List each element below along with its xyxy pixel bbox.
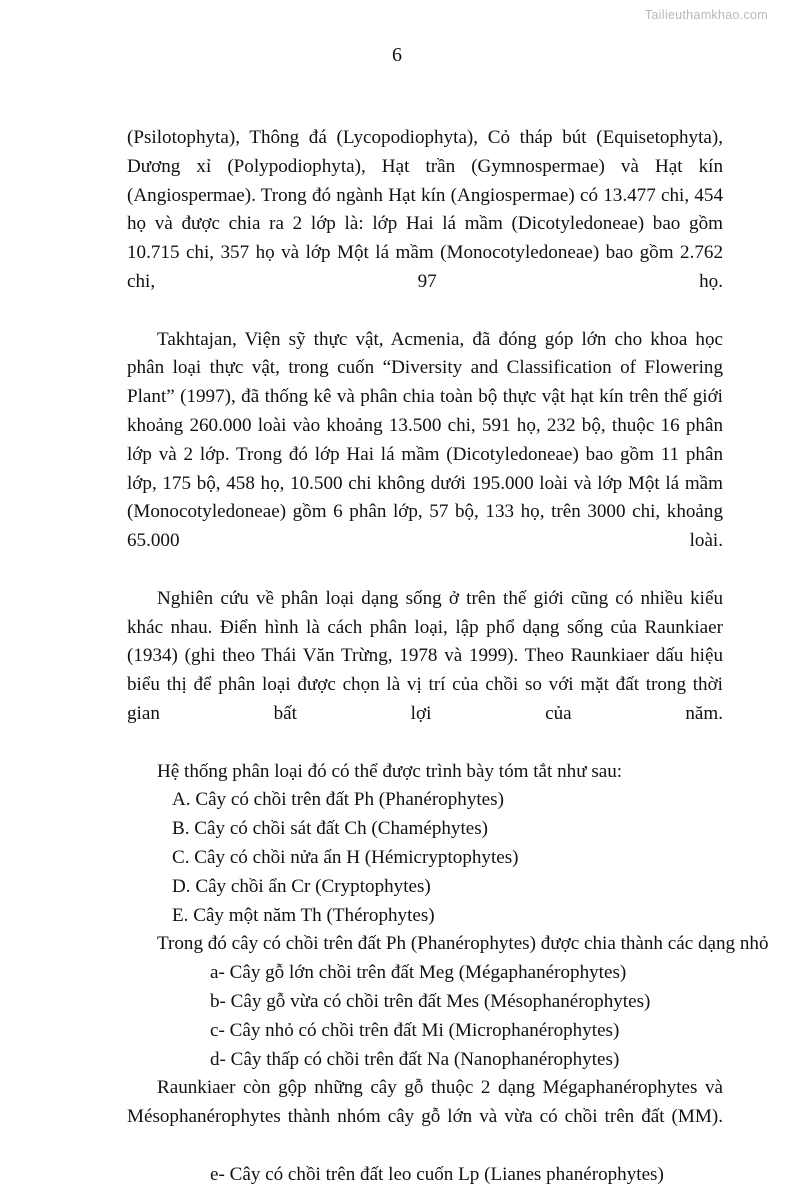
list-item-d: D. Cây chồi ẩn Cr (Cryptophytes) xyxy=(172,875,431,897)
list-item-b: B. Cây có chồi sát đất Ch (Chaméphytes) xyxy=(172,818,489,840)
list-item-c: C. Cây có chồi nửa ẩn H (Hémicryptophytes) xyxy=(172,846,519,868)
page-number: 6 xyxy=(392,44,402,66)
classification-intro-line: Hệ thống phân loại đó có thể được trình bày tóm tắt như sau: xyxy=(157,760,623,782)
sublist-item-a: a- Cây gỗ lớn chồi trên đất Meg (Mégaphanérophytes) xyxy=(210,962,627,984)
sublist-item-b: b- Cây gỗ vừa có chồi trên đất Mes (Mésophanérophytes) xyxy=(210,990,651,1012)
paragraph-2: Takhtajan, Viện sỹ thực vật, Acmenia, đã đóng góp lớn cho khoa học phân loại thực vật, trong cuốn “Diversity and Classification of Flowering Plant” (1997), đã thống kê và phân chia toàn bộ thực vật hạt kín trên thế giới khoảng 260.000 loài vào khoảng 13.500 chi, 591 họ, 232 bộ, thuộc 16 phân lớp và 2 lớp. Trong đó lớp Hai lá mầm (Dicotyledoneae) bao gồm 11 phân lớp, 175 bộ, 458 họ, 10.500 chi không dưới 195.000 loài và lớp Một lá mầm (Monocotyledoneae) gồm 6 phân lớp, 57 bộ, 133 họ, trên 3000 chi, khoảng 65.000 loài. xyxy=(127,328,723,552)
site-watermark: Tailieuthamkhao.com xyxy=(644,8,768,22)
sublist-intro-line: Trong đó cây có chồi trên đất Ph (Phanérophytes) được chia thành các dạng nhỏ xyxy=(157,933,769,955)
document-body xyxy=(127,124,769,1189)
sublist-item-c: c- Cây nhỏ có chồi trên đất Mi (Microphanérophytes) xyxy=(210,1019,620,1041)
sublist-item-e: e- Cây có chồi trên đất leo cuốn Lp (Lianes phanérophytes) xyxy=(210,1163,664,1185)
sublist-item-d: d- Cây thấp có chồi trên đất Na (Nanophanérophytes) xyxy=(210,1048,620,1070)
paragraph-1: (Psilotophyta), Thông đá (Lycopodiophyta), Cỏ tháp bút (Equisetophyta), Dương xỉ (Polypodiophyta), Hạt trần (Gymnospermae) và Hạt kín (Angiospermae). Trong đó ngành Hạt kín (Angiospermae) có 13.477 chi, 454 họ và được chia ra 2 lớp là: lớp Hai lá mầm (Dicotyledoneae) bao gồm 10.715 chi, 357 họ và lớp Một lá mầm (Monocotyledoneae) bao gồm 2.762 chi, 97 họ. xyxy=(127,127,723,292)
paragraph-3: Nghiên cứu về phân loại dạng sống ở trên thế giới cũng có nhiều kiểu khác nhau. Điển hình là cách phân loại, lập phổ dạng sống của Raunkiaer (1934) (ghi theo Thái Văn Trừng, 1978 và 1999). Theo Raunkiaer dấu hiệu biểu thị để phân loại được chọn là vị trí của chồi so với mặt đất trong thời gian bất lợi của năm. xyxy=(127,587,723,724)
paragraph-4: Raunkiaer còn gộp những cây gỗ thuộc 2 dạng Mégaphanérophytes và Mésophanérophytes thành nhóm cây gỗ lớn và vừa có chồi trên đất (MM). xyxy=(127,1077,723,1128)
list-item-a: A. Cây có chồi trên đất Ph (Phanérophytes) xyxy=(172,789,504,811)
list-item-e: E. Cây một năm Th (Thérophytes) xyxy=(172,904,435,926)
